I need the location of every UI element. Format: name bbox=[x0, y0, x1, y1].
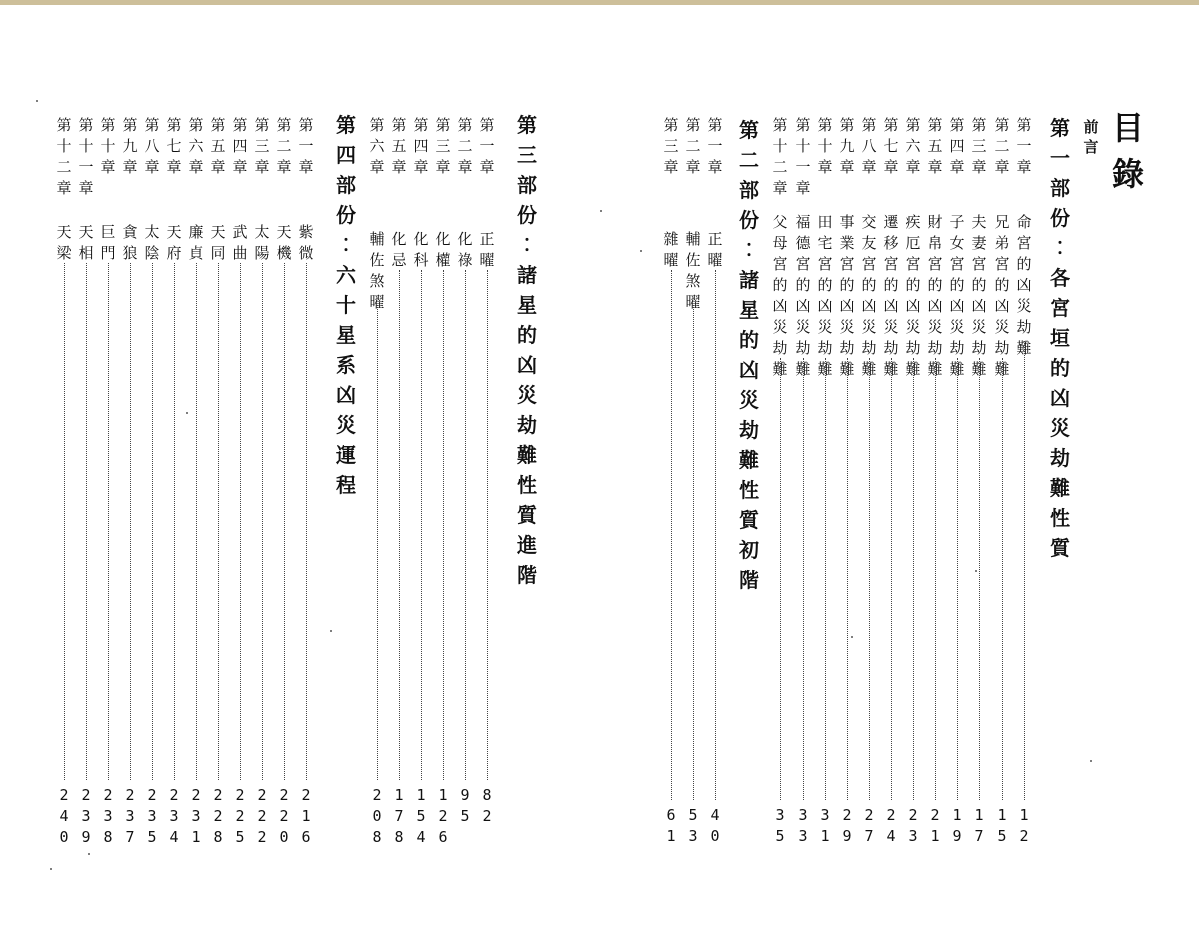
part1-heading: 第 一 部 份 ︰ 各 宮 垣 的 凶 災 劫 難 性 質 bbox=[1050, 116, 1070, 560]
dot-leader bbox=[130, 263, 131, 780]
page-number: 1 7 8 bbox=[394, 786, 404, 846]
chapter-number: 第 四 章 bbox=[232, 116, 248, 176]
chapter-title: 太 陽 bbox=[254, 223, 270, 262]
chapter-number: 第 一 章 bbox=[479, 116, 495, 176]
dot-leader bbox=[803, 358, 804, 800]
page-number: 3 5 bbox=[775, 806, 785, 845]
chapter-title: 夫 妻 宮 的 凶 災 劫 難 bbox=[971, 213, 987, 378]
chapter-number: 第 八 章 bbox=[144, 116, 160, 176]
dot-leader bbox=[399, 270, 400, 780]
preface-label: 前 言 bbox=[1083, 118, 1099, 156]
chapter-title: 輔 佐 煞 曜 bbox=[685, 230, 701, 311]
page-number: 2 2 8 bbox=[213, 786, 223, 846]
dot-leader bbox=[869, 358, 870, 800]
scan-speck bbox=[975, 570, 977, 572]
page-number: 2 9 bbox=[842, 806, 852, 845]
dot-leader bbox=[979, 358, 980, 800]
dot-leader bbox=[306, 263, 307, 780]
chapter-title: 正 曜 bbox=[707, 230, 723, 269]
page-number: 6 1 bbox=[666, 806, 676, 845]
page-number: 1 5 bbox=[997, 806, 1007, 845]
chapter-title: 正 曜 bbox=[479, 230, 495, 269]
chapter-title: 武 曲 bbox=[232, 223, 248, 262]
page-number: 8 2 bbox=[482, 786, 492, 825]
dot-leader bbox=[86, 263, 87, 780]
dot-leader bbox=[421, 270, 422, 780]
dot-leader bbox=[671, 270, 672, 800]
chapter-number: 第 八 章 bbox=[861, 116, 877, 176]
chapter-number: 第 三 章 bbox=[663, 116, 679, 176]
chapter-number: 第 十 章 bbox=[100, 116, 116, 176]
page-number: 2 2 2 bbox=[257, 786, 267, 846]
chapter-title: 子 女 宮 的 凶 災 劫 難 bbox=[949, 213, 965, 378]
chapter-title: 貪 狼 bbox=[122, 223, 138, 262]
chapter-title: 父 母 宮 的 凶 災 劫 難 bbox=[772, 213, 788, 378]
page-number: 1 2 6 bbox=[438, 786, 448, 846]
chapter-number: 第 一 章 bbox=[707, 116, 723, 176]
page-number: 2 3 7 bbox=[125, 786, 135, 846]
chapter-number: 第 五 章 bbox=[210, 116, 226, 176]
chapter-number: 第 六 章 bbox=[188, 116, 204, 176]
part3-heading: 第 三 部 份 ︰ 諸 星 的 凶 災 劫 難 性 質 進 階 bbox=[517, 113, 537, 587]
page-number: 2 2 5 bbox=[235, 786, 245, 846]
toc-title: 目 錄 bbox=[1111, 109, 1144, 193]
dot-leader bbox=[443, 270, 444, 780]
scan-speck bbox=[88, 853, 90, 855]
dot-leader bbox=[487, 270, 488, 780]
chapter-title: 命 宮 的 凶 災 劫 難 bbox=[1016, 213, 1032, 357]
page-number: 4 0 bbox=[710, 806, 720, 845]
chapter-title: 廉 貞 bbox=[188, 223, 204, 262]
chapter-title: 化 忌 bbox=[391, 230, 407, 269]
chapter-title: 交 友 宮 的 凶 災 劫 難 bbox=[861, 213, 877, 378]
dot-leader bbox=[913, 358, 914, 800]
chapter-title: 天 機 bbox=[276, 223, 292, 262]
part4-heading: 第 四 部 份 ︰ 六 十 星 系 凶 災 運 程 bbox=[336, 113, 356, 497]
chapter-number: 第 五 章 bbox=[927, 116, 943, 176]
dot-leader bbox=[64, 263, 65, 780]
chapter-title: 天 相 bbox=[78, 223, 94, 262]
chapter-title: 天 同 bbox=[210, 223, 226, 262]
page-number: 2 7 bbox=[864, 806, 874, 845]
chapter-number: 第 七 章 bbox=[166, 116, 182, 176]
chapter-number: 第 二 章 bbox=[276, 116, 292, 176]
dot-leader bbox=[465, 270, 466, 780]
page-number: 2 0 8 bbox=[372, 786, 382, 846]
page-number: 2 1 6 bbox=[301, 786, 311, 846]
chapter-number: 第 三 章 bbox=[971, 116, 987, 176]
chapter-number: 第 四 章 bbox=[413, 116, 429, 176]
chapter-title: 田 宅 宮 的 凶 災 劫 難 bbox=[817, 213, 833, 378]
chapter-number: 第 十 章 bbox=[817, 116, 833, 176]
dot-leader bbox=[262, 263, 263, 780]
chapter-title: 天 梁 bbox=[56, 223, 72, 262]
chapter-title: 輔 佐 煞 曜 bbox=[369, 230, 385, 311]
dot-leader bbox=[152, 263, 153, 780]
chapter-number: 第 三 章 bbox=[254, 116, 270, 176]
scan-speck bbox=[36, 100, 38, 102]
scan-speck bbox=[1090, 760, 1092, 762]
chapter-number: 第 十 一 章 bbox=[795, 116, 811, 197]
scan-speck bbox=[330, 630, 332, 632]
page-number: 2 1 bbox=[930, 806, 940, 845]
page-number: 1 9 bbox=[952, 806, 962, 845]
chapter-number: 第 二 章 bbox=[685, 116, 701, 176]
page-number: 2 3 1 bbox=[191, 786, 201, 846]
chapter-number: 第 五 章 bbox=[391, 116, 407, 176]
page-number: 2 4 0 bbox=[59, 786, 69, 846]
dot-leader bbox=[1002, 358, 1003, 800]
dot-leader bbox=[174, 263, 175, 780]
chapter-title: 化 科 bbox=[413, 230, 429, 269]
scan-speck bbox=[851, 636, 853, 638]
scan-speck bbox=[640, 250, 642, 252]
page-number: 1 2 bbox=[1019, 806, 1029, 845]
dot-leader bbox=[240, 263, 241, 780]
dot-leader bbox=[957, 358, 958, 800]
chapter-title: 天 府 bbox=[166, 223, 182, 262]
chapter-title: 紫 微 bbox=[298, 223, 314, 262]
chapter-title: 兄 弟 宮 的 凶 災 劫 難 bbox=[994, 213, 1010, 378]
chapter-number: 第 六 章 bbox=[369, 116, 385, 176]
chapter-number: 第 九 章 bbox=[839, 116, 855, 176]
chapter-title: 化 祿 bbox=[457, 230, 473, 269]
chapter-number: 第 二 章 bbox=[457, 116, 473, 176]
chapter-title: 巨 門 bbox=[100, 223, 116, 262]
chapter-number: 第 三 章 bbox=[435, 116, 451, 176]
dot-leader bbox=[377, 305, 378, 780]
chapter-title: 財 帛 宮 的 凶 災 劫 難 bbox=[927, 213, 943, 378]
dot-leader bbox=[1024, 341, 1025, 801]
scan-speck bbox=[50, 868, 52, 870]
chapter-number: 第 二 章 bbox=[994, 116, 1010, 176]
part2-heading: 第 二 部 份 ︰ 諸 星 的 凶 災 劫 難 性 質 初 階 bbox=[739, 118, 759, 592]
scan-speck bbox=[600, 210, 602, 212]
dot-leader bbox=[284, 263, 285, 780]
chapter-number: 第 十 二 章 bbox=[772, 116, 788, 197]
page-number: 2 4 bbox=[886, 806, 896, 845]
chapter-number: 第 四 章 bbox=[949, 116, 965, 176]
page-number: 2 3 8 bbox=[103, 786, 113, 846]
chapter-number: 第 九 章 bbox=[122, 116, 138, 176]
page-number: 2 3 5 bbox=[147, 786, 157, 846]
dot-leader bbox=[693, 305, 694, 800]
page-number: 3 3 bbox=[798, 806, 808, 845]
chapter-number: 第 一 章 bbox=[1016, 116, 1032, 176]
chapter-number: 第 七 章 bbox=[883, 116, 899, 176]
dot-leader bbox=[891, 358, 892, 800]
page-number: 2 3 bbox=[908, 806, 918, 845]
page-number: 1 5 4 bbox=[416, 786, 426, 846]
page-number: 1 7 bbox=[974, 806, 984, 845]
dot-leader bbox=[935, 358, 936, 800]
page-number: 2 3 4 bbox=[169, 786, 179, 846]
chapter-number: 第 一 章 bbox=[298, 116, 314, 176]
page-number: 5 3 bbox=[688, 806, 698, 845]
dot-leader bbox=[218, 263, 219, 780]
dot-leader bbox=[780, 358, 781, 800]
chapter-title: 太 陰 bbox=[144, 223, 160, 262]
dot-leader bbox=[196, 263, 197, 780]
chapter-number: 第 十 二 章 bbox=[56, 116, 72, 197]
chapter-title: 福 德 宮 的 凶 災 劫 難 bbox=[795, 213, 811, 378]
chapter-title: 化 權 bbox=[435, 230, 451, 269]
dot-leader bbox=[825, 358, 826, 800]
chapter-number: 第 六 章 bbox=[905, 116, 921, 176]
page-number: 3 1 bbox=[820, 806, 830, 845]
chapter-title: 事 業 宮 的 凶 災 劫 難 bbox=[839, 213, 855, 378]
page-number: 2 2 0 bbox=[279, 786, 289, 846]
page-number: 2 3 9 bbox=[81, 786, 91, 846]
page-number: 9 5 bbox=[460, 786, 470, 825]
dot-leader bbox=[715, 270, 716, 800]
chapter-title: 雜 曜 bbox=[663, 230, 679, 269]
chapter-title: 遷 移 宮 的 凶 災 劫 難 bbox=[883, 213, 899, 378]
dot-leader bbox=[108, 263, 109, 780]
chapter-title: 疾 厄 宮 的 凶 災 劫 難 bbox=[905, 213, 921, 378]
dot-leader bbox=[847, 358, 848, 800]
scan-speck bbox=[186, 412, 188, 414]
chapter-number: 第 十 一 章 bbox=[78, 116, 94, 197]
